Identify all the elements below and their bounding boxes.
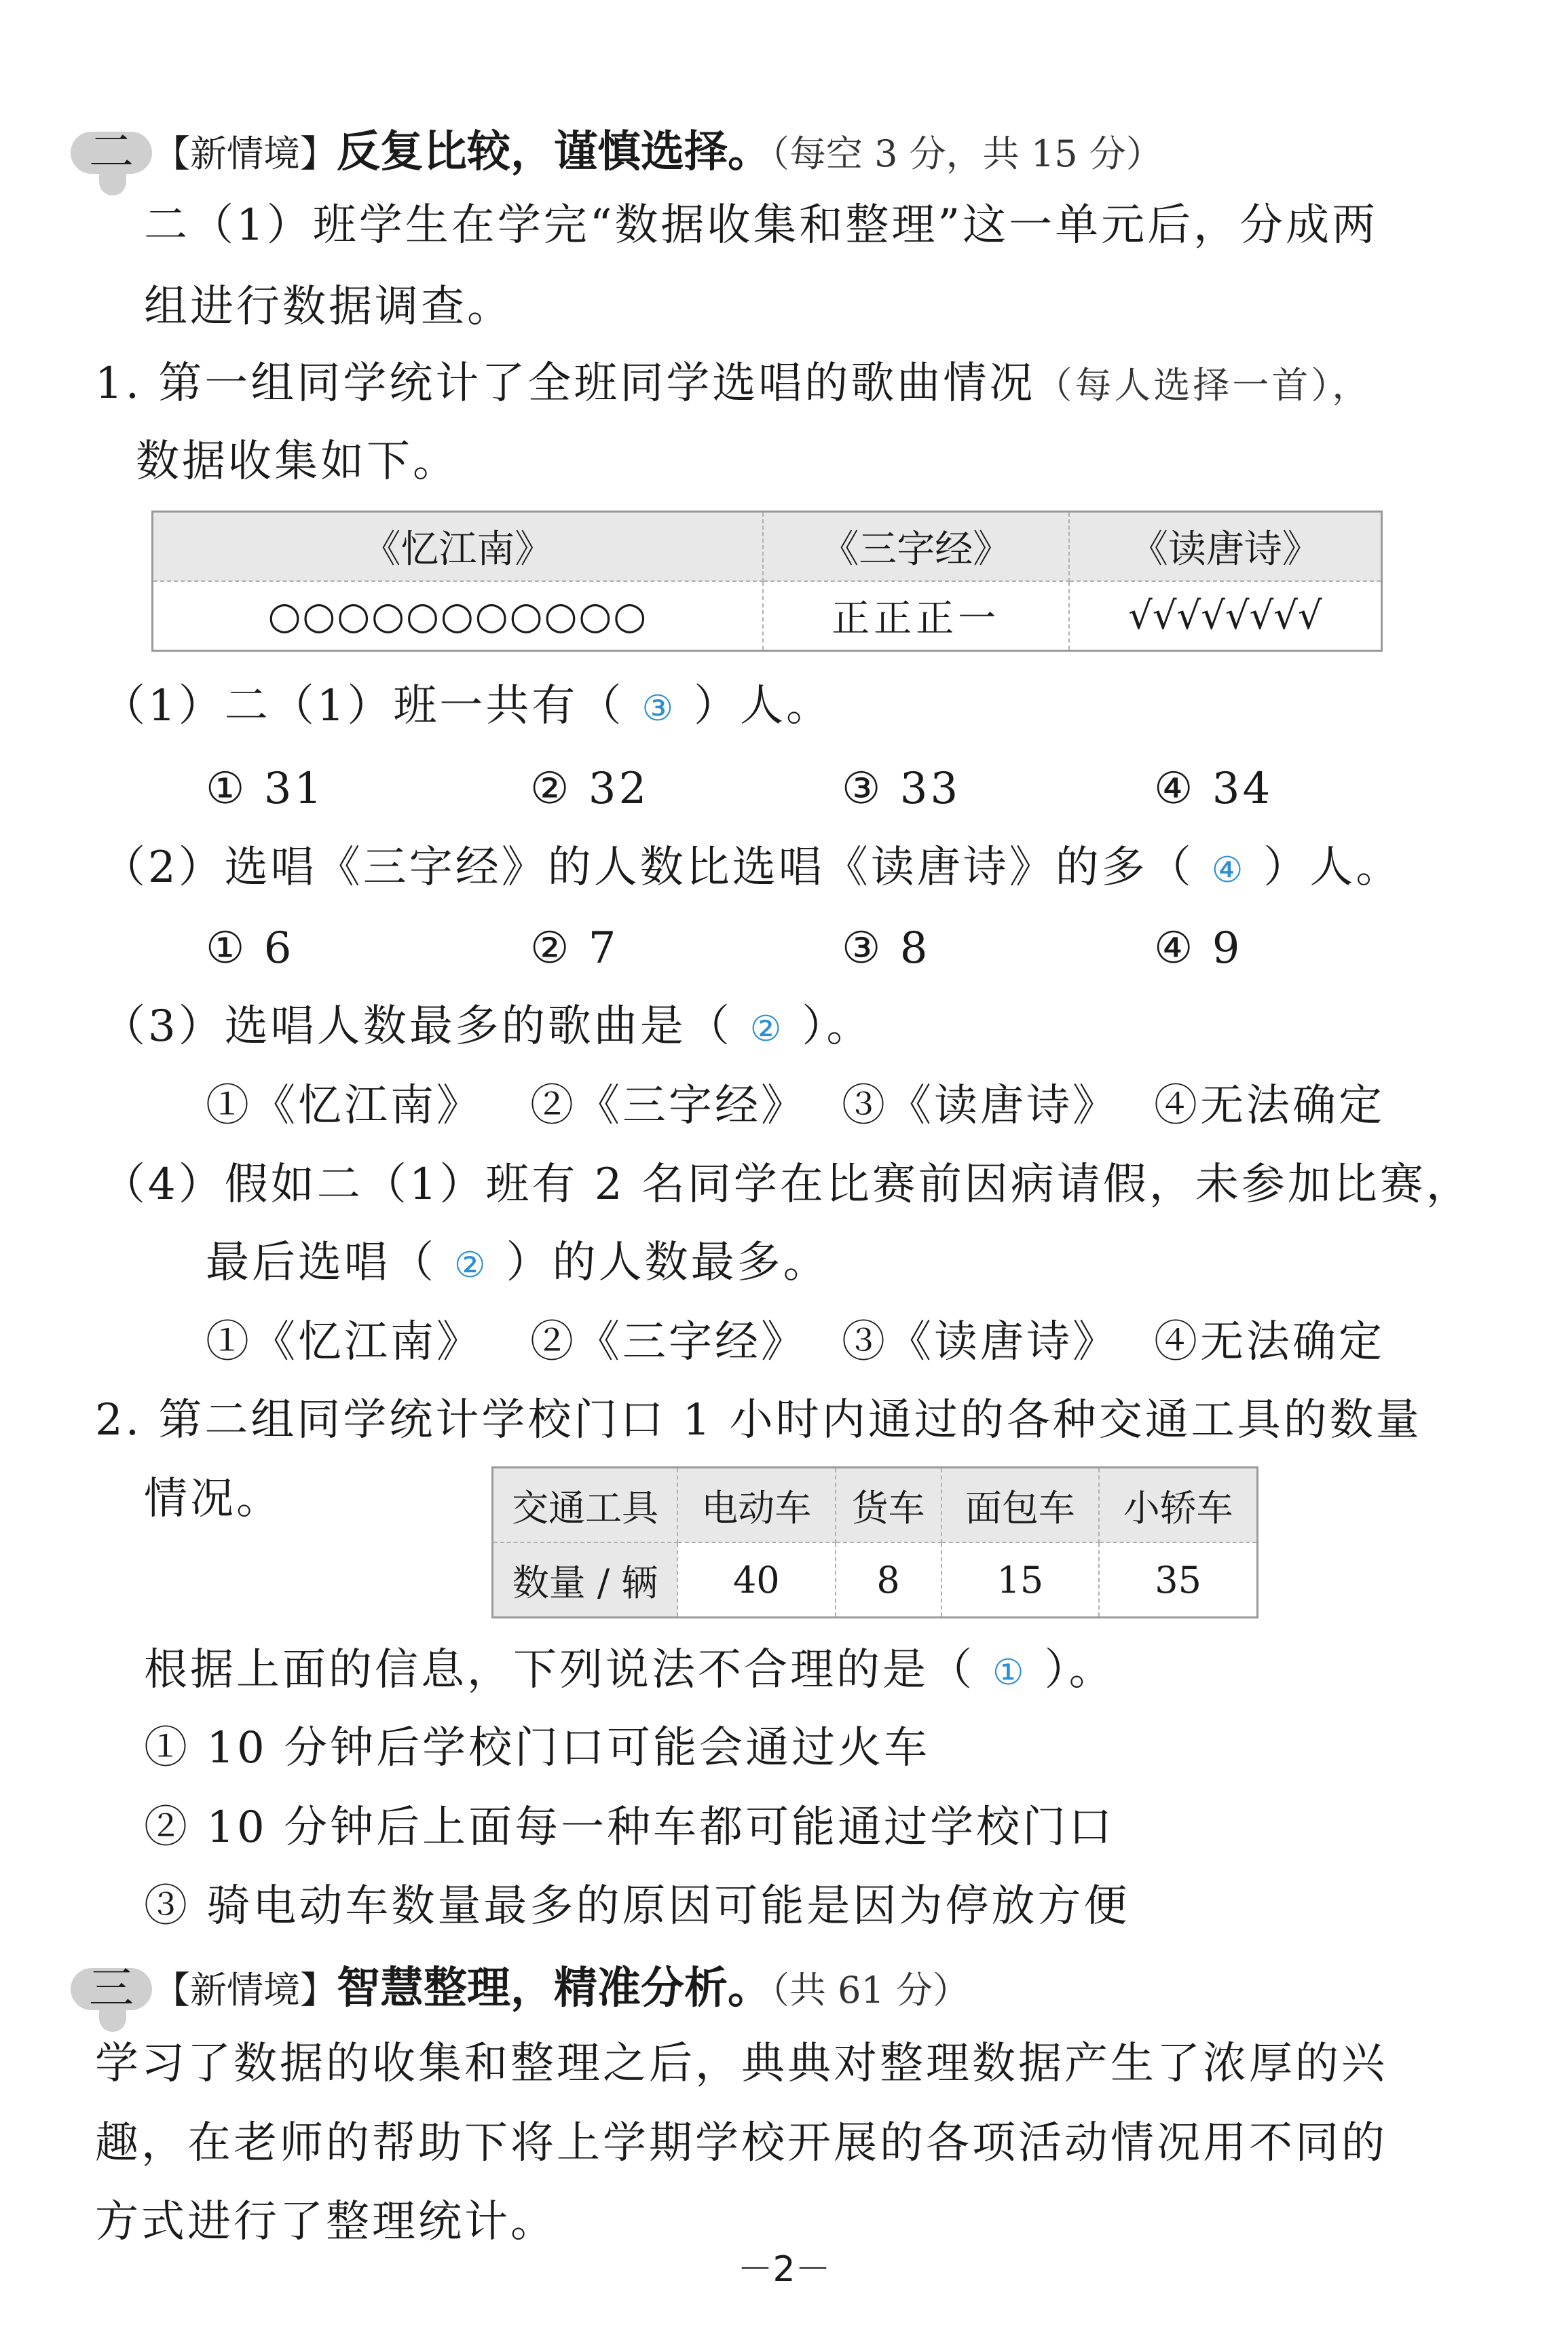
option: ② 7: [530, 923, 619, 974]
question-2-stem: [144, 1643, 1115, 1700]
table-header-cell: 《读唐诗》: [1069, 512, 1382, 582]
answer-mark: ②: [749, 1009, 785, 1050]
table-header-cell: 《忆江南》: [153, 512, 763, 582]
question-1-text: 1. 第一组同学统计了全班同学选唱的歌曲情况: [95, 358, 1036, 409]
section-number: 二: [89, 126, 134, 178]
table-cell: 8: [836, 1542, 941, 1618]
table-cell: 40: [677, 1542, 836, 1618]
paragraph-line: 学习了数据的收集和整理之后，典典对整理数据产生了浓厚的兴: [95, 2039, 1387, 2089]
table-row-header: 交通工具: [493, 1468, 678, 1543]
answer-mark: ③: [641, 688, 677, 729]
section-note: （每空 3 分，共 15 分）: [771, 132, 1163, 175]
sub-question-1: [102, 679, 832, 736]
option: ④ 34: [1154, 764, 1273, 814]
option: ① 31: [206, 764, 325, 814]
table-cell: 35: [1099, 1542, 1257, 1618]
option: ③ 8: [842, 923, 931, 974]
sub-question-4-cont: [206, 1236, 829, 1293]
stem-text: ）的人数最多。: [506, 1238, 829, 1288]
paragraph-line: 方式进行了整理统计。: [95, 2197, 557, 2247]
option: ③ 骑电动车数量最多的原因可能是因为停放方便: [144, 1881, 1130, 1931]
section-header: [153, 1961, 969, 2026]
stem-text: 最后选唱（: [206, 1238, 436, 1288]
option: ③ 33: [842, 764, 961, 814]
question-1-note: （每人选择一首），: [1035, 364, 1372, 407]
sub-question-3: [102, 999, 872, 1056]
stem-text: ）。: [1044, 1645, 1115, 1695]
section-tag: 【新情境】: [153, 1969, 337, 2012]
option: ④ 9: [1154, 923, 1243, 974]
option: ①《忆江南》: [206, 1081, 483, 1131]
paragraph-line: 趣，在老师的帮助下将上学期学校开展的各项活动情况用不同的: [95, 2118, 1387, 2168]
tally-cell: 正正正一: [763, 581, 1069, 651]
table-row-header: 数量 / 辆: [493, 1542, 678, 1618]
stem-text: （1）二（1）班一共有（: [102, 681, 624, 731]
option: ① 10 分钟后学校门口可能会通过火车: [144, 1723, 931, 1773]
tally-cell: √√√√√√√√: [1069, 581, 1382, 651]
option: ③《读唐诗》: [842, 1317, 1119, 1367]
section-number-badge: [71, 122, 152, 197]
tally-cell: ○○○○○○○○○○○: [153, 581, 763, 651]
question-1-line: [95, 356, 1371, 413]
option: ② 32: [530, 764, 650, 814]
section-tag: 【新情境】: [153, 132, 337, 175]
sub-question-2: [102, 840, 1402, 897]
song-tally-table: [151, 511, 1383, 652]
table-header-cell: 《三字经》: [763, 512, 1069, 582]
answer-mark: ②: [454, 1245, 489, 1286]
question-2-line: 2. 第二组同学统计学校门口 1 小时内通过的各种交通工具的数量: [95, 1395, 1422, 1445]
question-2-line: 情况。: [144, 1474, 282, 1524]
option: ①《忆江南》: [206, 1317, 483, 1367]
stem-text: 根据上面的信息，下列说法不合理的是（: [144, 1645, 975, 1695]
option: ② 10 分钟后上面每一种车都可能通过学校门口: [144, 1802, 1115, 1853]
answer-mark: ①: [992, 1652, 1027, 1693]
option: ④无法确定: [1154, 1081, 1385, 1131]
section-header: [153, 125, 1163, 190]
section-note: （共 61 分）: [771, 1969, 970, 2012]
intro-line: 二（1）班学生在学完“数据收集和整理”这一单元后，分成两: [144, 200, 1379, 251]
option: ③《读唐诗》: [842, 1081, 1119, 1131]
stem-text: （2）选唱《三字经》的人数比选唱《读唐诗》的多（: [102, 842, 1194, 893]
stem-text: ）人。: [694, 681, 833, 731]
option: ④无法确定: [1154, 1317, 1385, 1367]
page-number: －2－: [737, 2249, 831, 2290]
traffic-table: [491, 1466, 1258, 1618]
stem-text: （3）选唱人数最多的歌曲是（: [102, 1001, 732, 1052]
table-cell: 15: [941, 1542, 1100, 1618]
answer-mark: ④: [1211, 850, 1246, 891]
table-header-cell: 货车: [836, 1468, 941, 1543]
option: ②《三字经》: [530, 1317, 807, 1367]
section-title: 智慧整理，精准分析。: [337, 1963, 771, 2014]
option: ②《三字经》: [530, 1081, 807, 1131]
table-header-cell: 小轿车: [1099, 1468, 1257, 1543]
section-number: 三: [89, 1962, 134, 2014]
section-title: 反复比较，谨慎选择。: [337, 127, 771, 177]
intro-line: 组进行数据调查。: [144, 282, 513, 332]
sub-question-4: （4）假如二（1）班有 2 名同学在比赛前因病请假，未参加比赛，: [102, 1160, 1472, 1210]
question-1-line: 数据收集如下。: [136, 437, 459, 487]
stem-text: ）。: [802, 1001, 873, 1052]
stem-text: ）人。: [1263, 842, 1402, 893]
table-header-cell: 面包车: [941, 1468, 1100, 1543]
section-number-badge: [71, 1959, 152, 2033]
option: ① 6: [206, 923, 295, 974]
table-header-cell: 电动车: [677, 1468, 836, 1543]
